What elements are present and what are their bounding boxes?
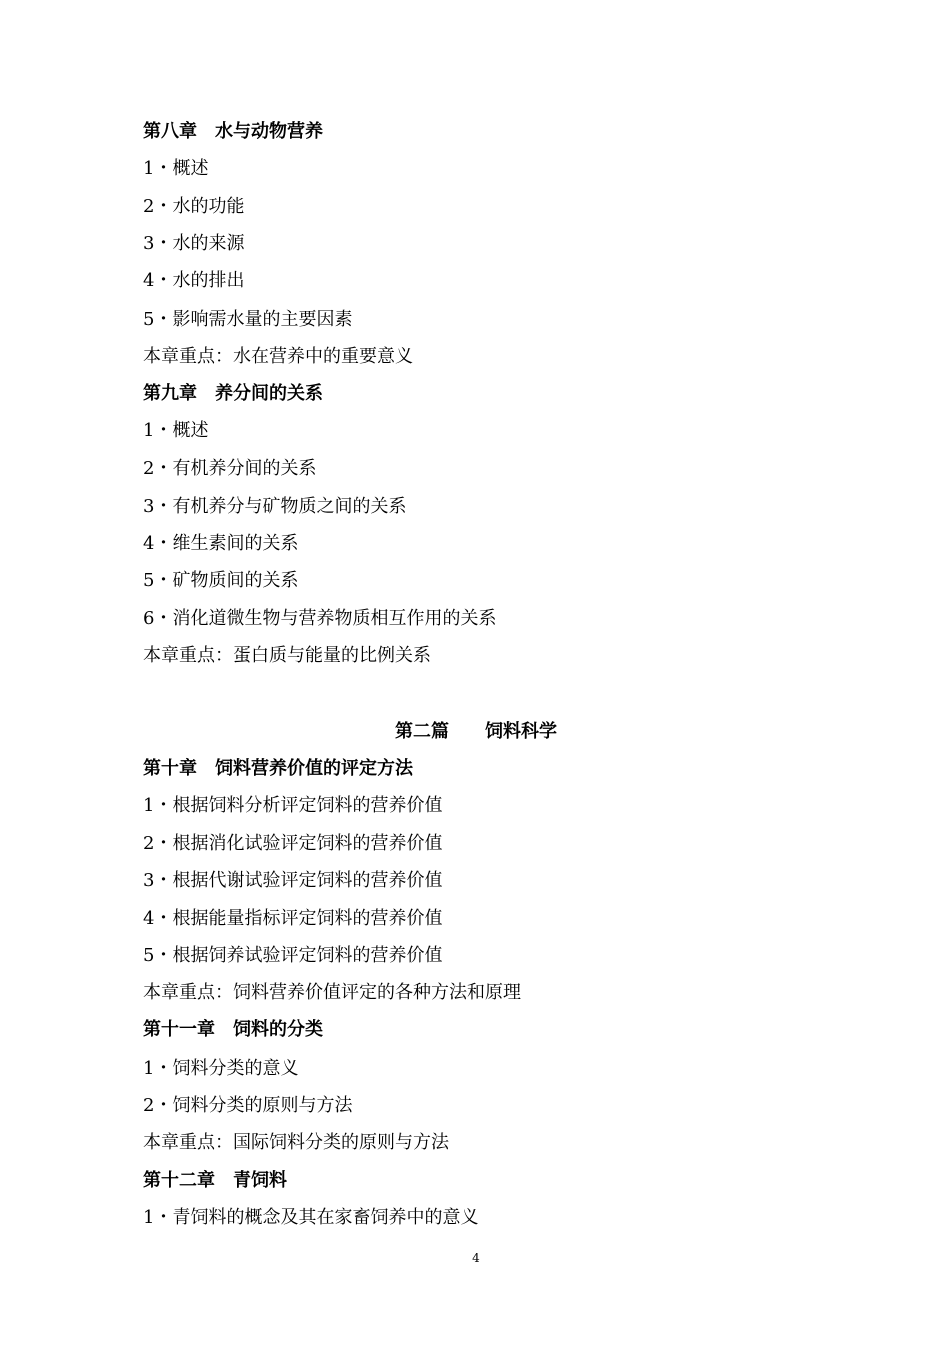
chapter-8-item-5: 5・影响需水量的主要因素	[143, 309, 353, 330]
page-number: 4	[472, 1251, 480, 1265]
chapter-8-item-4: 4・水的排出	[143, 270, 245, 291]
chapter-10-item-5: 5・根据饲养试验评定饲料的营养价值	[143, 945, 443, 966]
chapter-9-item-3: 3・有机养分与矿物质之间的关系	[143, 496, 407, 517]
chapter-10-item-4: 4・根据能量指标评定饲料的营养价值	[143, 908, 443, 929]
chapter-11-title: 第十一章 饲料的分类	[143, 1019, 323, 1040]
chapter-8-item-2: 2・水的功能	[143, 196, 245, 217]
chapter-10-item-3: 3・根据代谢试验评定饲料的营养价值	[143, 870, 443, 891]
chapter-9-key-point: 本章重点：蛋白质与能量的比例关系	[143, 645, 431, 666]
chapter-9-item-5: 5・矿物质间的关系	[143, 570, 299, 591]
chapter-11-key-point: 本章重点：国际饲料分类的原则与方法	[143, 1132, 449, 1153]
chapter-8-title: 第八章 水与动物营养	[143, 121, 323, 142]
chapter-8-item-3: 3・水的来源	[143, 233, 245, 254]
chapter-12-title: 第十二章 青饲料	[143, 1170, 287, 1191]
chapter-12-item-1: 1・青饲料的概念及其在家畜饲养中的意义	[143, 1207, 479, 1228]
chapter-11-item-1: 1・饲料分类的意义	[143, 1058, 299, 1079]
chapter-11-item-2: 2・饲料分类的原则与方法	[143, 1095, 353, 1116]
chapter-9-item-6: 6・消化道微生物与营养物质相互作用的关系	[143, 608, 497, 629]
chapter-10-item-2: 2・根据消化试验评定饲料的营养价值	[143, 833, 443, 854]
chapter-8-item-1: 1・概述	[143, 158, 209, 179]
chapter-10-item-1: 1・根据饲料分析评定饲料的营养价值	[143, 795, 443, 816]
chapter-9-item-1: 1・概述	[143, 420, 209, 441]
part-2-title: 第二篇 饲料科学	[395, 721, 557, 742]
chapter-8-key-point: 本章重点：水在营养中的重要意义	[143, 346, 413, 367]
chapter-10-key-point: 本章重点：饲料营养价值评定的各种方法和原理	[143, 982, 521, 1003]
chapter-10-title: 第十章 饲料营养价值的评定方法	[143, 758, 413, 779]
chapter-9-title: 第九章 养分间的关系	[143, 383, 323, 404]
chapter-9-item-4: 4・维生素间的关系	[143, 533, 299, 554]
chapter-9-item-2: 2・有机养分间的关系	[143, 458, 317, 479]
